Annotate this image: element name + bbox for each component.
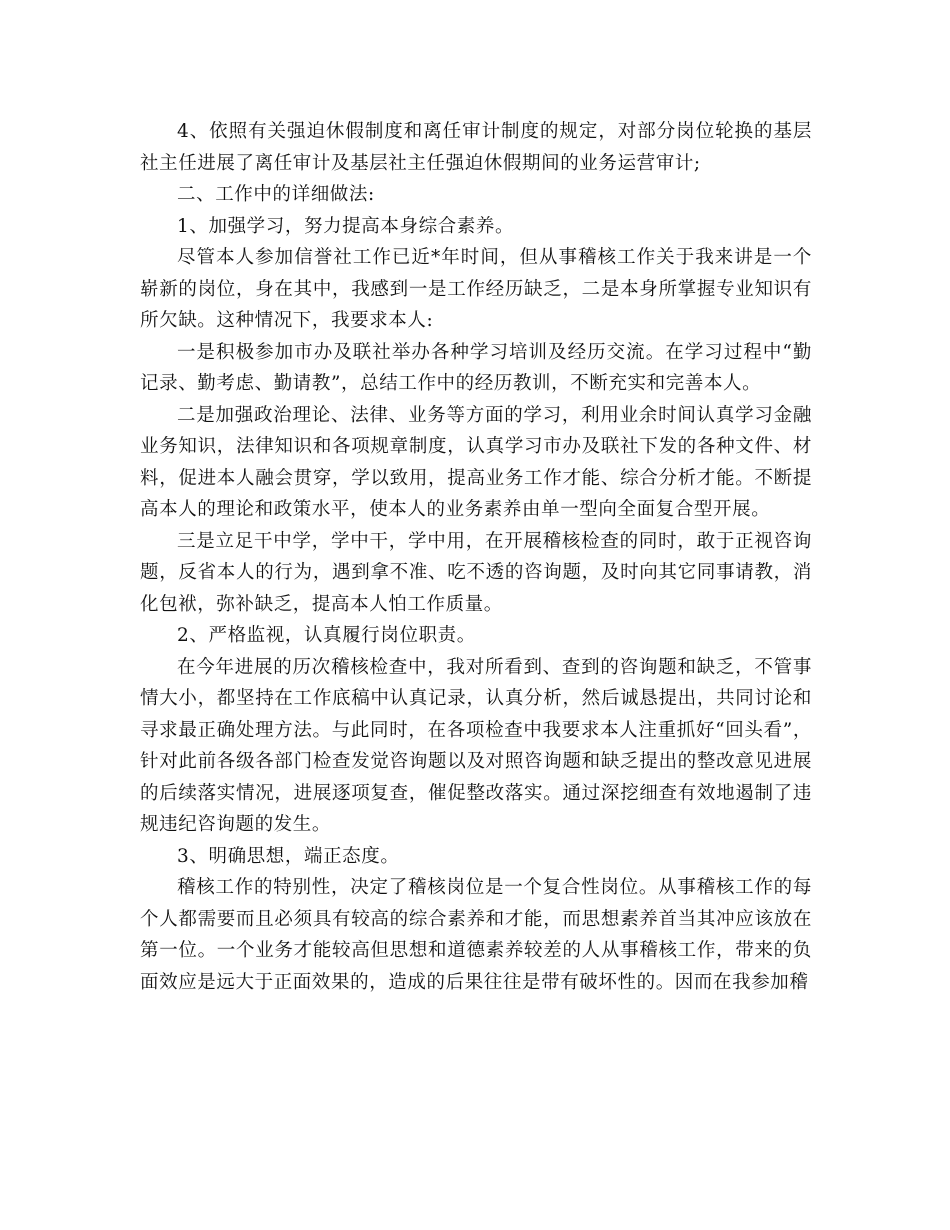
subheading-strengthen-learning: 1、加强学习，努力提高本身综合素养。: [177, 215, 515, 237]
paragraph-item-4-forced-leave-audit: 4、依照有关强迫休假制度和离任审计制度的规定，对部分岗位轮换的基层社主任进展了离任审计及基层社主任强迫休假期间的业务运营审计;: [140, 121, 812, 174]
paragraph-point-one: 一是积极参加市办及联社举办各种学习培训及经历交流。在学习过程中“勤记录、勤考虑、勤请教”，总结工作中的经历教训，不断充实和完善本人。: [140, 341, 812, 394]
section-heading-specific-methods: 二、工作中的详细做法:: [177, 184, 375, 205]
subheading-clear-thinking: 3、明确思想，端正态度。: [177, 845, 400, 867]
paragraph-point-three: 三是立足干中学，学中干，学中用，在开展稽核检查的同时，敢于正视咨询题，反省本人的行为，遇到拿不准、吃不透的咨询题，及时向其它同事请教，消化包袱，弥补缺乏，提高本人怕工作质量。: [140, 530, 812, 615]
paragraph-inspection: 在今年进展的历次稽核检查中，我对所看到、查到的咨询题和缺乏，不管事情大小，都坚持在工作底稿中认真记录，认真分析，然后诚恳提出，共同讨论和寻求最正确处理方法。与此同时，在各项检查中我要求本人注重抓好“回头看”，针对此前各级各部门检查发觉咨询题以及对照咨询题和缺乏提出的整改意见进展的后续落实情况，进展逐项复查，催促整改落实。通过深挖细查有效地遏制了违规违纪咨询题的发生。: [140, 656, 812, 835]
document-body: [140, 116, 812, 998]
paragraph-point-two: 二是加强政治理论、法律、业务等方面的学习，利用业余时间认真学习金融业务知识，法律知识和各项规章制度，认真学习市办及联社下发的各种文件、材料，促进本人融会贯穿，学以致用，提高业务工作才能、综合分析才能。不断提高本人的理论和政策水平，使本人的业务素养由单一型向全面复合型开展。: [140, 404, 812, 520]
subheading-strict-supervision: 2、严格监视，认真履行岗位职责。: [177, 625, 476, 646]
paragraph-audit-nature: 稽核工作的特别性，决定了稽核岗位是一个复合性岗位。从事稽核工作的每个人都需要而且必须具有较高的综合素养和才能，而思想素养首当其冲应该放在第一位。一个业务才能较高但思想和道德素养较差的人从事稽核工作，带来的负面效应是远大于正面效果的，造成的后果往往是带有破坏性的。因而在我参加稽: [140, 877, 812, 993]
paragraph-background: 尽管本人参加信誉社工作已近*年时间，但从事稽核工作关于我来讲是一个崭新的岗位，身在其中，我感到一是工作经历缺乏，二是本身所掌握专业知识有所欠缺。这种情况下，我要求本人:: [140, 247, 812, 331]
